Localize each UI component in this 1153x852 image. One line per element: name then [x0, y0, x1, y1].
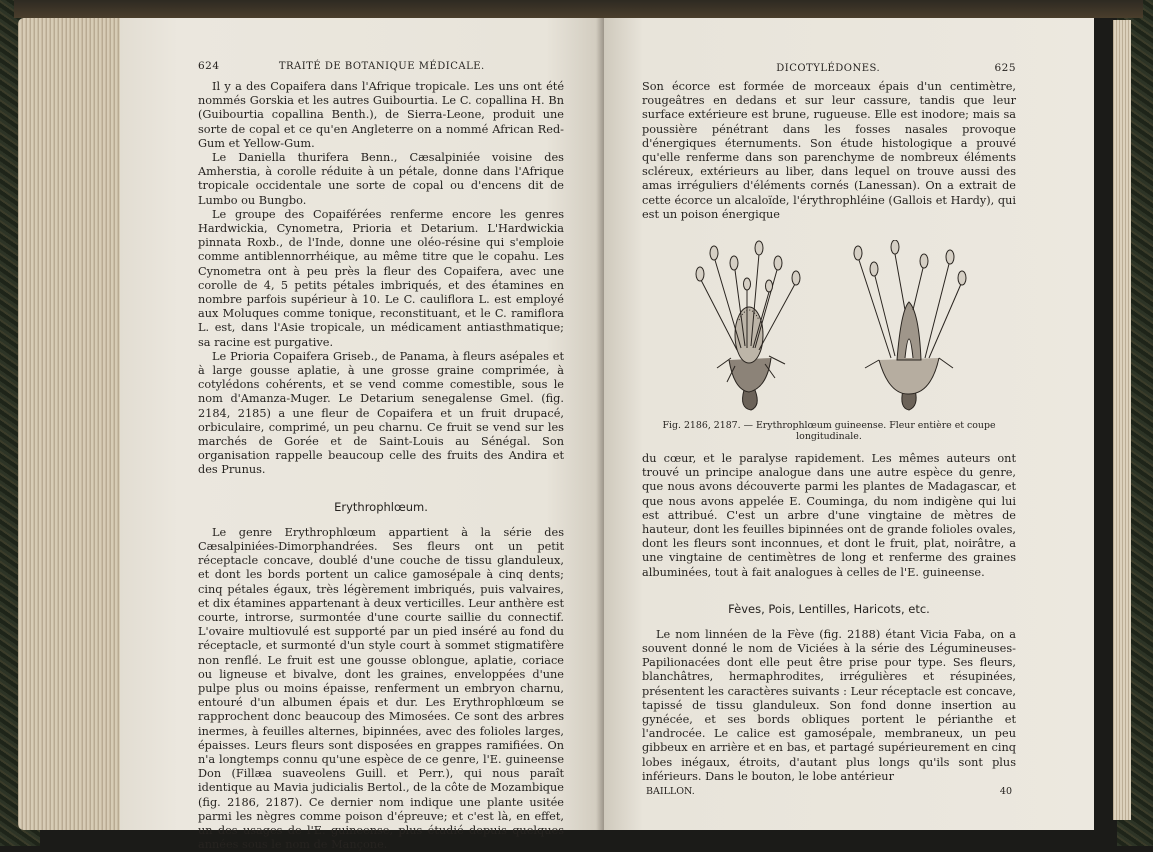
footer-author-signature: BAILLON.: [646, 786, 695, 798]
paragraph: Le Daniella thurifera Benn., Cæsalpiniée voisine des Amherstia, à corolle réduite à un pétale, donne dans l'Afrique tropicale occidentale une sorte de copal ou d'encens dit de Lumbo ou Bungbo.: [198, 151, 564, 207]
book-spine-top: [14, 0, 1143, 18]
right-running-head: [642, 62, 1016, 78]
paragraph: Il y a des Copaifera dans l'Afrique tropicale. Les uns ont été nommés Gorskia et les autres Guibourtia. Le C. copallina H. Bn (Guibourtia copallina Benth.), de Sierra-Leone, produit une sorte de copal et ce qu'en Angleterre on a nommé African Red-Gum et Yellow-Gum.: [198, 80, 564, 150]
paragraph: Le groupe des Copaiférées renferme encore les genres Hardwickia, Cynometra, Prioria et Detarium. L'Hardwickia pinnata Roxb., de l'Inde, donne une oléo-résine qui s'emploie comme antiblennorrhéique, au même titre que le copahu. Les Cynometra ont à peu près la fleur des Copaifera, avec une corolle de 4, 5 petits pétales imbriqués, et des étamines en nombre parfois supérieur à 10. Le C. cauliflora L. est employé aux Moluques comme tonique, reconstituant, et le C. ramiflora L. est, dans l'Asie tropicale, un médicament antiasthmatique; sa racine est purgative.: [198, 207, 564, 349]
paragraph: du cœur, et le paralyse rapidement. Les mêmes auteurs ont trouvé un principe analogue dans une autre espèce du genre, que nous avons découverte parmi les plantes de Madagascar, et que nous avons appelée E. Couminga, du nom indigène qui lui est attribué. C'est un arbre d'une vingtaine de mètres de hauteur, dont les feuilles bipinnées ont de grande folioles ovales, dont les fleurs sont inconnues, et dont le fruit, plat, noirâtre, a une vingtaine de centimètres de long et renferme des graines albuminées, tout à fait analogues à celles de l'E. guineense.: [642, 452, 1016, 579]
page-edges-right: [1113, 20, 1131, 820]
footer-signature-number: 40: [999, 786, 1012, 798]
paragraph: Le nom linnéen de la Fève (fig. 2188) étant Vicia Faba, on a souvent donné le nom de Viciées à la série des Légumineuses-Papilionacées dont elle peut être prise pour type. Ses fleurs, blanchâtres, hermaphrodites, irrégulières et résupinées, présentent les caractères suivants : Leur réceptacle est concave, tapissé de tissu glanduleux. Son fond donne insertion au gynécée, et ses bords obliques portent le périanthe et l'androcée. Le calice est gamosépale, membraneux, un peu gibbeux en arrière et en bas, et partagé supérieurement en cinq lobes inégaux, étroits, d'autant plus longs qu'ils sont plus inférieurs. Dans le bouton, le lobe antérieur: [642, 627, 1016, 783]
flower-section-illustration: [849, 240, 969, 412]
page-edges-left: [18, 18, 122, 830]
right-page: [604, 18, 1094, 830]
left-running-title: TRAITÉ DE BOTANIQUE MÉDICALE.: [278, 61, 485, 72]
flower-whole-illustration: [689, 240, 809, 412]
left-running-head: [198, 60, 564, 76]
left-page: [120, 18, 604, 852]
paragraph: Son écorce est formée de morceaux épais d'un centimètre, rougeâtres en dedans et sur leur cassure, tandis que leur surface extérieure est brune, rugueuse. Elle est inodore; mais sa poussière pénétrant dans les fosses nasales provoque d'énergiques éternuments. Son étude histologique a prouvé qu'elle renferme dans son parenchyme de nombreux éléments scléreux, extérieurs au liber, dans lequel on trouve aussi des amas irréguliers d'éléments cornés (Lanessan). On a extrait de cette écorce un alcaloïde, l'érythrophléine (Gallois et Hardy), qui est un poison énergique: [642, 80, 1016, 221]
right-running-title: DICOTYLÉDONES.: [776, 63, 881, 74]
page-footer: [642, 786, 1016, 797]
section-title-feves: Fèves, Pois, Lentilles, Haricots, etc.: [728, 601, 930, 616]
figure-caption: Fig. 2186, 2187. — Erythrophlœum guineense. Fleur entière et coupe longitudinale.: [662, 420, 996, 443]
botanical-figure: [642, 240, 1016, 412]
right-page-number: 625: [994, 62, 1016, 74]
paragraph: Le genre Erythrophlœum appartient à la série des Cæsalpiniées-Dimorphandrées. Ses fleurs ont un petit réceptacle concave, doublé d'une couche de tissu glanduleux, et dont les bords portent un calice gamosépale à cinq dents; cinq pétales égaux, très légèrement imbriqués, puis valvaires, et dix étamines appartenant à deux verticilles. Leur anthère est courte, introrse, surmontée d'une courte saillie du connectif. L'ovaire multiovulé est supporté par un pied inséré au fond du réceptacle, et surmonté d'un style court à sommet stigmatifère non renflé. Le fruit est une gousse oblongue, aplatie, coriace ou ligneuse et bivalve, dont les graines, enveloppées d'une pulpe plus ou moins épaisse, renferment un embryon charnu, entouré d'un albumen épais et dur. Les Erythrophlœum se rapprochent donc beaucoup des Mimosées. Ce sont des arbres inermes, à feuilles alternes, bipinnées, avec des folioles larges, épaisses. Leurs fleurs sont disposées en grappes ramifiées. On n'a longtemps connu qu'une espèce de ce genre, l'E. guineense Don (Fillæa suaveolens Guill. et Perr.), qui nous paraît identique au Mavia judicialis Bertol., de la côte de Mozambique (fig. 2186, 2187). Ce dernier nom indique une plante usitée parmi les nègres comme poison d'épreuve; et c'est là, en effet, un des usages de l'E. guineense, plus étudié depuis quelques années sous le nom de Mançone.: [198, 525, 564, 852]
left-page-number: 624: [198, 60, 220, 72]
section-title-erythrophloeum: Erythrophlœum.: [334, 499, 428, 514]
paragraph: Le Prioria Copaifera Griseb., de Panama, à fleurs asépales et à large gousse aplatie, à une grosse graine comprimée, à cotylédons cohérents, et se vend comme comestible, sous le nom d'Amanza-Muger. Le Detarium senegalense Gmel. (fig. 2184, 2185) a une fleur de Copaifera et un fruit drupacé, orbiculaire, comprimé, un peu charnu. Ce fruit se vend sur les marchés de Gorée et de Saint-Louis au Sénégal. Son organisation rappelle beaucoup celle des fruits des Andira et des Prunus.: [198, 349, 564, 477]
